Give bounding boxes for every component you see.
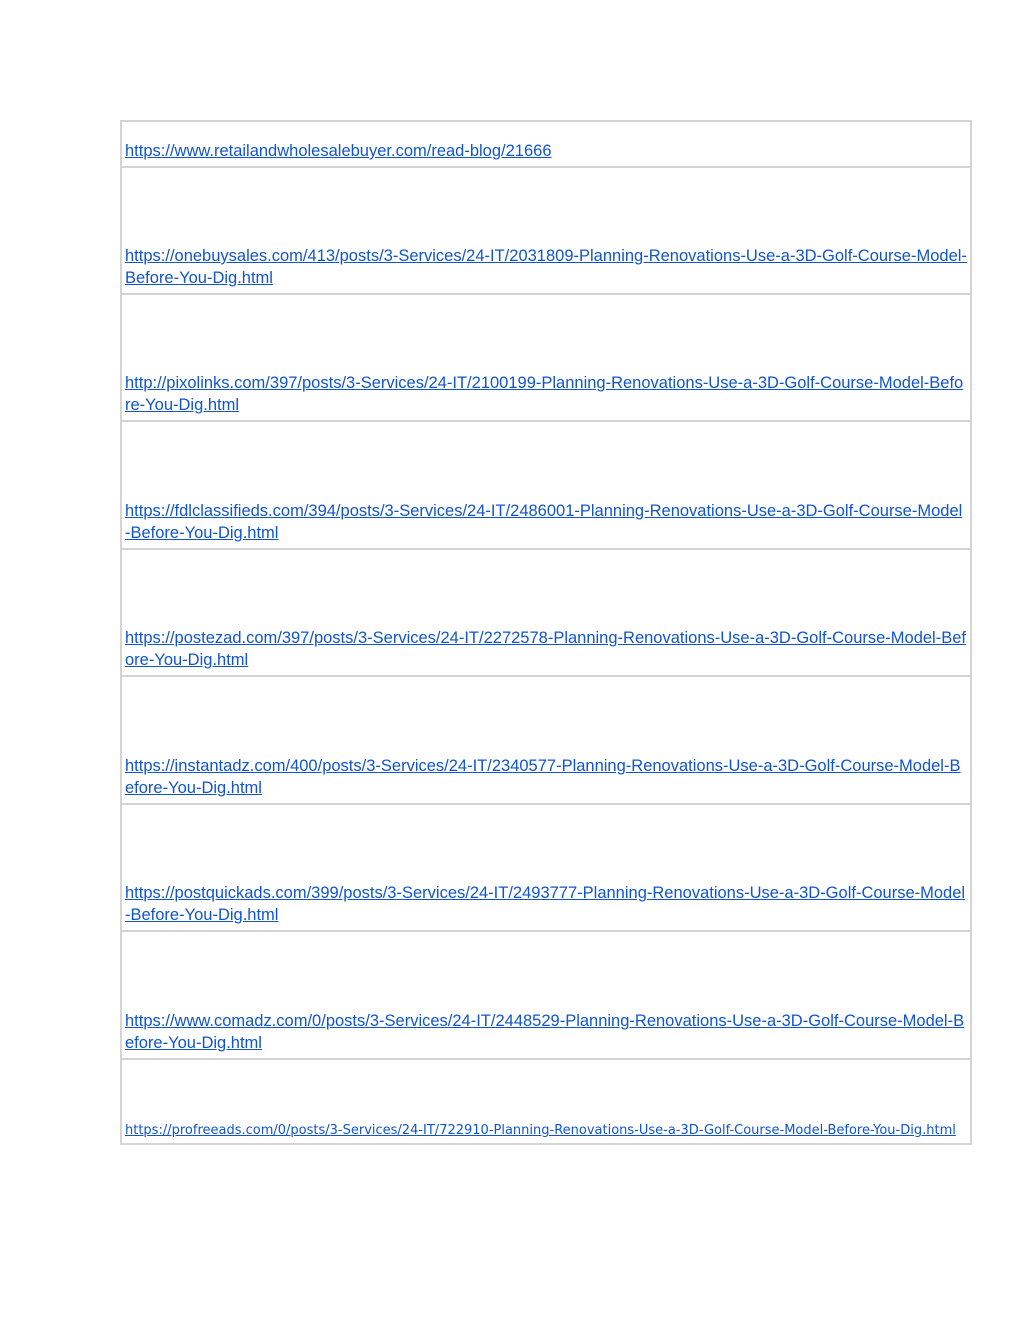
- link-cell: [121, 931, 971, 1059]
- link[interactable]: https://www.retailandwholesalebuyer.com/read-blog/21666: [125, 142, 552, 160]
- table-row: [121, 1059, 971, 1144]
- table-row: [121, 549, 971, 676]
- table-row: [121, 167, 971, 294]
- table-row: [121, 421, 971, 549]
- table-row: [121, 804, 971, 931]
- link-cell: [121, 421, 971, 549]
- links-table: [120, 120, 972, 1145]
- link-cell: [121, 294, 971, 421]
- link-cell: [121, 676, 971, 804]
- table-row: [121, 294, 971, 421]
- link[interactable]: https://www.comadz.com/0/posts/3-Services/24-IT/2448529-Planning-Renovations-Use-a-3D-Golf-Course-Model-Before-You-Dig.html: [125, 1012, 965, 1052]
- link[interactable]: https://onebuysales.com/413/posts/3-Services/24-IT/2031809-Planning-Renovations-Use-a-3D-Golf-Course-Model-Before-You-Dig.html: [125, 247, 967, 287]
- link-cell: [121, 549, 971, 676]
- link[interactable]: https://fdlclassifieds.com/394/posts/3-Services/24-IT/2486001-Planning-Renovations-Use-a-3D-Golf-Course-Model-Before-You-Dig.html: [125, 502, 963, 542]
- link[interactable]: https://profreeads.com/0/posts/3-Services/24-IT/722910-Planning-Renovations-Use-a-3D-Golf-Course-Model-Before-You-Dig.html: [125, 1123, 956, 1138]
- link-cell: [121, 167, 971, 294]
- table-row: [121, 121, 971, 167]
- link-cell: [121, 804, 971, 931]
- link[interactable]: http://pixolinks.com/397/posts/3-Services/24-IT/2100199-Planning-Renovations-Use-a-3D-Golf-Course-Model-Before-You-Dig.html: [125, 374, 964, 414]
- link-cell: [121, 1059, 971, 1144]
- link-cell: [121, 121, 971, 167]
- link[interactable]: https://instantadz.com/400/posts/3-Services/24-IT/2340577-Planning-Renovations-Use-a-3D-Golf-Course-Model-Before-You-Dig.html: [125, 757, 961, 797]
- link[interactable]: https://postquickads.com/399/posts/3-Services/24-IT/2493777-Planning-Renovations-Use-a-3D-Golf-Course-Model-Before-You-Dig.html: [125, 884, 966, 924]
- table-row: [121, 676, 971, 804]
- table-row: [121, 931, 971, 1059]
- link[interactable]: https://postezad.com/397/posts/3-Services/24-IT/2272578-Planning-Renovations-Use-a-3D-Golf-Course-Model-Before-You-Dig.html: [125, 629, 966, 669]
